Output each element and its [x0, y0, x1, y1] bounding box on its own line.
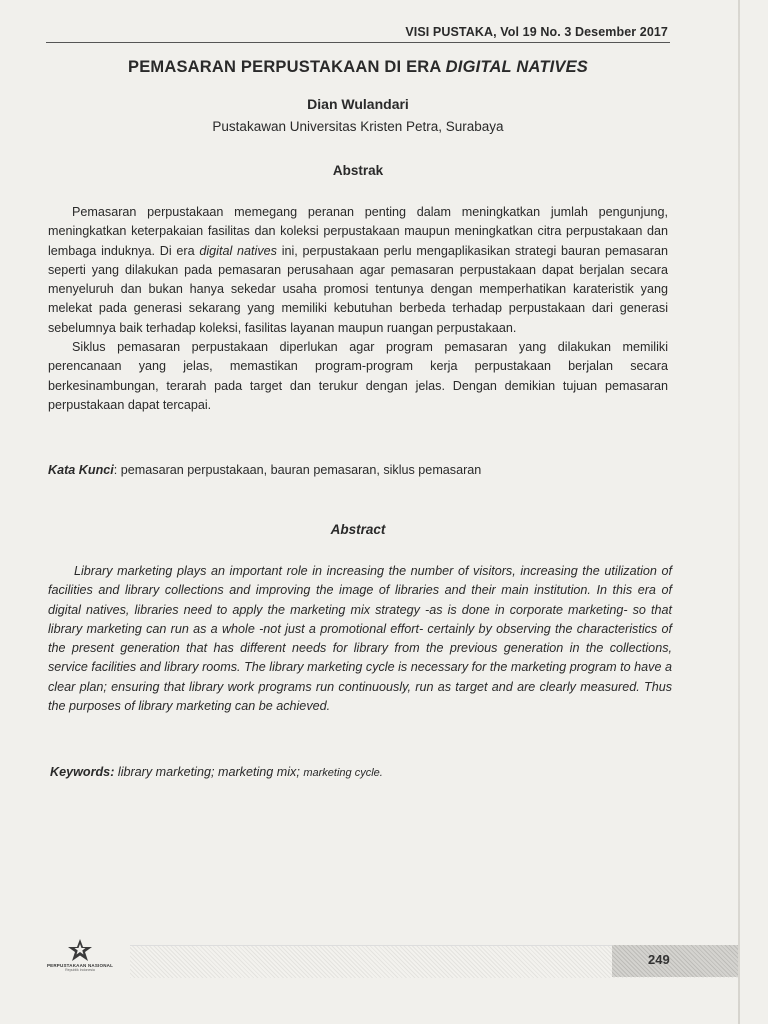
logo-subtitle: Republik Indonesia: [65, 968, 95, 972]
abstract-body: [48, 562, 672, 716]
keywords: [50, 765, 670, 779]
abstract-paragraph: Library marketing plays an important role in increasing the number of visitors, increasing the utilization of facilities and library collections and improving the image of libraries and their main institution. In this era of digital natives, libraries need to apply the marketing mix strategy -as is done in corporate marketing- so that library marketing can run as a whole -not just a promotional effort- certainly by observing the characteristics of the present generation that has different needs for library from the previous generation in the collections, service facilities and library rooms. The library marketing cycle is necessary for the marketing program to have a clear plan; ensuring that library work programs run continuously, run as target and are clearly measured. Thus the purposes of library marketing can be achieved.: [48, 564, 672, 714]
keywords-values-tail: marketing cycle.: [303, 767, 383, 779]
kata-kunci-label: Kata Kunci: [48, 463, 114, 477]
logo-name: PERPUSTAKAAN NASIONAL: [46, 963, 114, 968]
kata-kunci: [48, 463, 668, 477]
abstrak-p1-text-cont: ini, perpustakaan perlu mengaplikasikan strategi bauran pemasaran seperti yang dilakukan pada pemasaran perusahaan agar pemasaran perpustakaan dapat berjalan secara menyeluruh dan bukan hanya sekedar usaha promosi tentunya dengan memperhatikan karateristik yang melekat pada generasi sekarang yang memiliki kebutuhan berbeda terhadap perpustakaan dari generasi sebelumnya baik terhadap koleksi, fasilitas layanan maupun ruangan perpustakaan.: [48, 243, 669, 335]
page-edge: [738, 0, 740, 1024]
title-main: PEMASARAN PERPUSTAKAAN DI ERA: [127, 58, 446, 76]
abstrak-p1-text: Pemasaran perpustakaan memegang peranan penting dalam meningkatkan jumlah pengunjung, meningkatkan keterpakaian fasilitas dan koleksi perpustakaan maupun meningkatkan citra perpustakaan dan lembaga induknya. Di era: [48, 205, 668, 258]
author-affiliation: Pustakawan Universitas Kristen Petra, Surabaya: [212, 119, 504, 134]
star-icon: [67, 938, 93, 962]
article-title: [0, 58, 716, 77]
keywords-values: library marketing; marketing mix;: [114, 765, 304, 779]
kata-kunci-values: : pemasaran perpustakaan, bauran pemasaran, siklus pemasaran: [113, 463, 482, 477]
abstrak-paragraph-2: Siklus pemasaran perpustakaan diperlukan agar program pemasaran yang dilakukan memiliki perencanaan yang jelas, memastikan program-program kerja perpustakaan berjalan secara berkesinambungan, terarah pada target dan terukur dengan jelas. Dengan demikian tujuan pemasaran perpustakaan dapat tercapai.: [48, 340, 668, 412]
abstrak-heading: Abstrak: [332, 163, 384, 178]
header-rule: [46, 42, 670, 43]
author-name: Dian Wulandari: [307, 96, 409, 112]
abstrak-body: [48, 203, 668, 415]
page-number: 249: [648, 952, 670, 967]
abstract-heading: Abstract: [330, 522, 386, 537]
title-italic: DIGITAL NATIVES: [445, 58, 589, 76]
running-head: VISI PUSTAKA, Vol 19 No. 3 Desember 2017: [405, 25, 668, 39]
keywords-label: Keywords:: [50, 765, 115, 779]
page-number-box: [612, 945, 738, 977]
abstrak-p1-italic: digital natives: [199, 243, 277, 258]
abstrak-paragraph-1: [48, 203, 668, 338]
library-logo: [40, 938, 120, 972]
